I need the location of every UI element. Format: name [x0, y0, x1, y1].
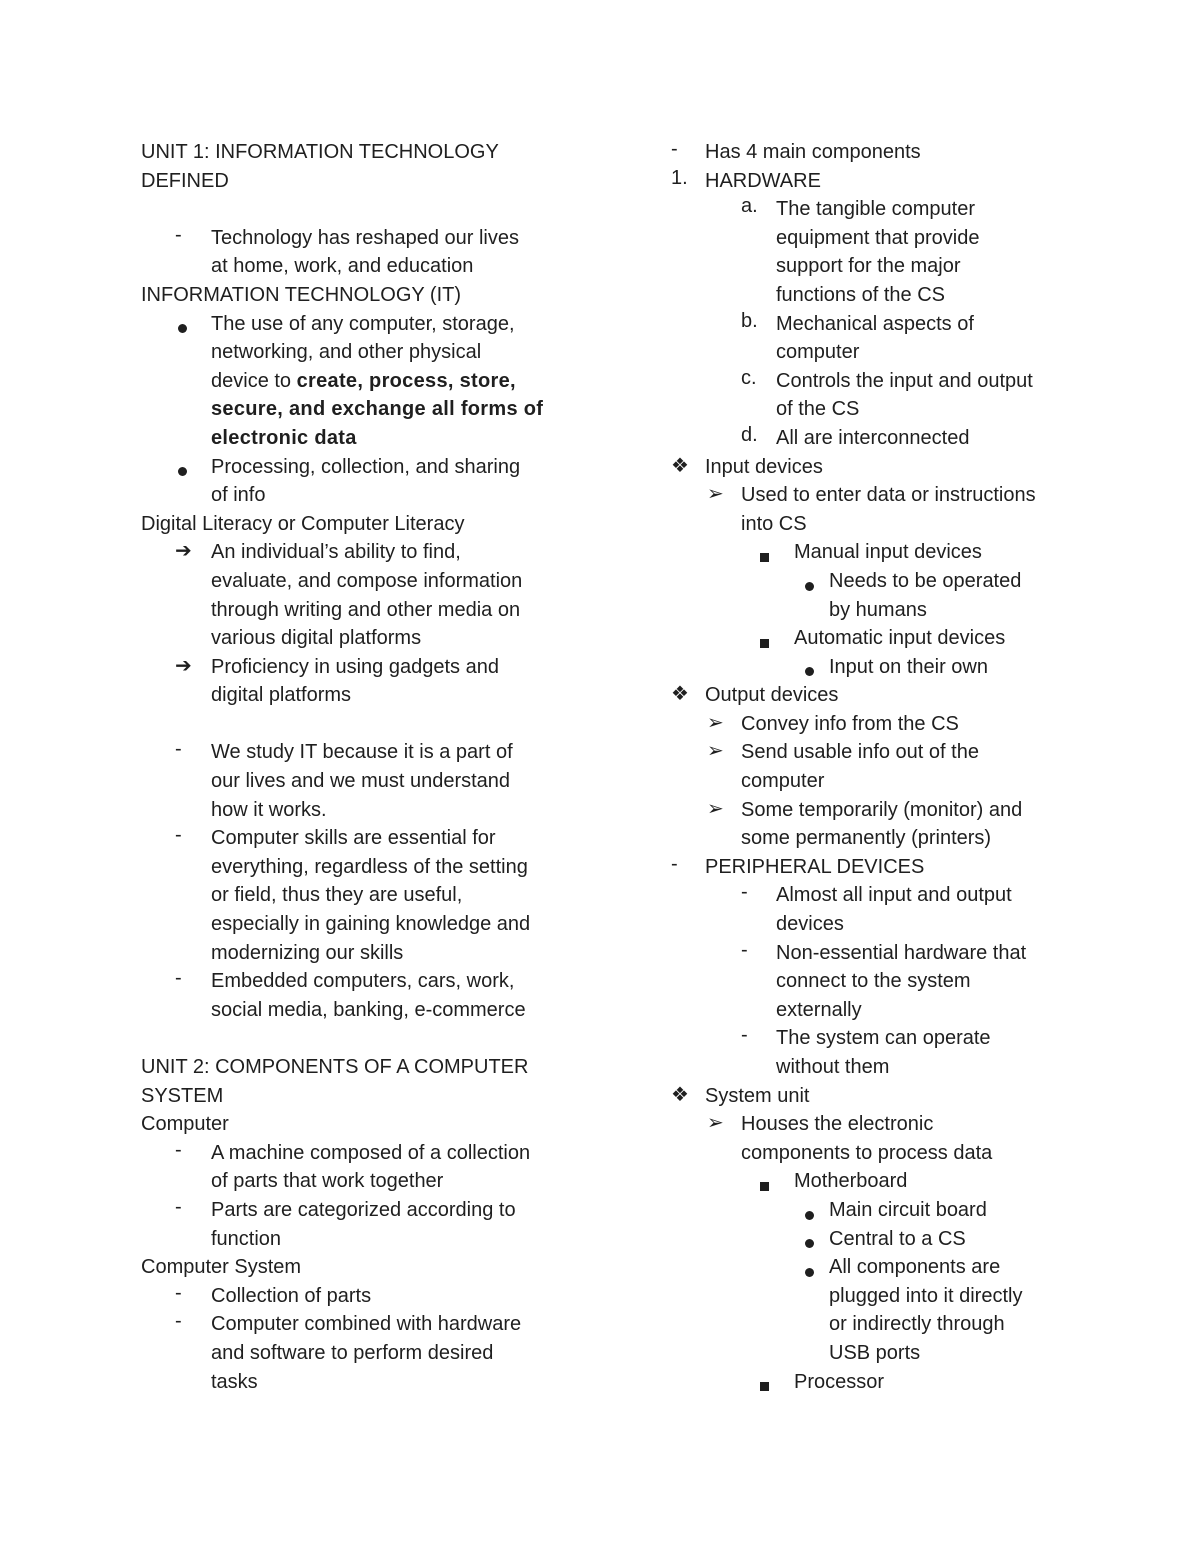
literacy-heading: Digital Literacy or Computer Literacy	[141, 512, 465, 535]
list-item-cs-2: - Computer combined with hardware and software to perform desired tasks	[175, 1310, 522, 1393]
list-item-mb-2: Central to a CS	[671, 1225, 1091, 1254]
list-item-system-desc: ➢ Houses the electronic components to process data	[707, 1112, 993, 1164]
list-item-why-2: - Computer skills are essential for everything, regardless of the setting or field, thus they are useful, especially in gaining knowledge and modernizing our skills	[175, 824, 531, 964]
unit1-title	[141, 138, 581, 195]
dash-bullet: -	[175, 1195, 182, 1218]
list-item-peripheral-3: - The system can operate without them	[741, 1024, 991, 1078]
unit1-title-line: UNIT 1: INFORMATION TECHNOLOGY	[141, 141, 499, 163]
left-column	[141, 138, 581, 1396]
letter-marker: d.	[741, 423, 758, 446]
dash-bullet: -	[741, 938, 748, 961]
list-item-mb-1: Main circuit board	[671, 1196, 1091, 1225]
dash-bullet: -	[741, 881, 748, 904]
list-item-intro: - Technology has reshaped our lives at home, work, and education	[175, 223, 519, 278]
computer-heading: Computer	[141, 1113, 229, 1136]
arrow-bullet-icon: ➔	[175, 540, 192, 563]
dash-bullet: -	[175, 738, 182, 761]
dash-bullet: -	[175, 967, 182, 990]
list-item-processor: Processor	[671, 1368, 1091, 1397]
bullet-dot-icon	[178, 319, 187, 342]
list-item-output-2: ➢ Send usable info out of the computer	[707, 740, 979, 793]
list-item-cs-1: - Collection of parts	[175, 1281, 372, 1307]
dash-bullet: -	[175, 1138, 182, 1161]
list-item-it-processing: Processing, collection, and sharing of info	[141, 453, 581, 510]
list-item-manual-desc: Needs to be operated by humans	[671, 567, 1091, 624]
number-marker: 1.	[671, 166, 688, 189]
list-item-hw-a: a. The tangible computer equipment that provide support for the major functions of the CS	[741, 195, 980, 306]
arrow-bullet-icon: ➢	[707, 740, 724, 763]
arrow-bullet-icon: ➢	[707, 483, 724, 506]
dash-bullet: -	[175, 223, 182, 246]
list-item-output-1: ➢ Convey info from the CS	[707, 711, 959, 735]
list-item-hardware: 1. HARDWARE	[671, 166, 821, 192]
dash-bullet: -	[175, 1310, 182, 1333]
dash-bullet: -	[671, 852, 678, 875]
bullet-dot-icon	[178, 462, 187, 485]
bullet-dot-icon	[805, 1262, 814, 1285]
list-item-input-devices: ❖ Input devices	[671, 454, 823, 478]
list-item-mb-3: All components are plugged into it directly or indirectly through USB ports	[671, 1253, 1091, 1367]
list-item-hw-b: b. Mechanical aspects of computer	[741, 309, 974, 364]
letter-marker: b.	[741, 309, 758, 332]
list-item-hw-c: c. Controls the input and output of the CS	[741, 366, 1033, 421]
list-item-computer-1: - A machine composed of a collection of parts that work together	[175, 1138, 531, 1193]
list-item-input-desc: ➢ Used to enter data or instructions into CS	[707, 483, 1036, 535]
list-item-manual-input: Manual input devices	[671, 538, 1091, 567]
list-item-output-devices: ❖ Output devices	[671, 683, 839, 707]
list-item-peripheral: - PERIPHERAL DEVICES	[671, 852, 925, 878]
square-bullet-icon	[760, 1377, 769, 1400]
right-column	[671, 138, 1091, 1396]
arrow-bullet-icon: ➢	[707, 1112, 724, 1135]
diamond-bullet-icon: ❖	[671, 1083, 689, 1106]
bullet-dot-icon	[805, 576, 814, 599]
letter-marker: c.	[741, 366, 757, 389]
arrow-bullet-icon: ➢	[707, 711, 724, 734]
list-item-output-3: ➢ Some temporarily (monitor) and some permanently (printers)	[707, 797, 1023, 850]
list-item-motherboard: Motherboard	[671, 1167, 1091, 1196]
dash-bullet: -	[175, 1281, 182, 1304]
dash-bullet: -	[741, 1024, 748, 1047]
dash-bullet: -	[175, 824, 182, 847]
list-item-hw-d: d. All are interconnected	[741, 423, 970, 449]
list-item-automatic-desc: Input on their own	[671, 653, 1091, 682]
unit1-title-line: DEFINED	[141, 169, 229, 192]
it-heading: INFORMATION TECHNOLOGY (IT)	[141, 283, 462, 306]
list-item-literacy-2: ➔ Proficiency in using gadgets and digital platforms	[175, 654, 499, 707]
list-item-why-1: - We study IT because it is a part of our lives and we must understand how it works.	[175, 738, 513, 821]
list-item-literacy-1: ➔ An individual’s ability to find, evaluate, and compose information through writing and other media on various digital platforms	[175, 540, 523, 650]
list-item-computer-2: - Parts are categorized according to function	[175, 1195, 516, 1250]
list-item-main-components: - Has 4 main components	[671, 138, 921, 163]
arrow-bullet-icon: ➢	[707, 797, 724, 820]
list-item-system-unit: ❖ System unit	[671, 1083, 810, 1107]
letter-marker: a.	[741, 195, 758, 218]
list-item-peripheral-1: - Almost all input and output devices	[741, 881, 1012, 936]
diamond-bullet-icon: ❖	[671, 683, 689, 706]
unit2-title: UNIT 2: COMPONENTS OF A COMPUTER SYSTEM	[141, 1056, 529, 1107]
dash-bullet: -	[671, 138, 678, 160]
list-item-why-3: - Embedded computers, cars, work, social media, banking, e-commerce	[175, 967, 526, 1021]
list-item-automatic-input: Automatic input devices	[671, 624, 1091, 653]
list-item-it-definition: The use of any computer, storage, networking, and other physical device to create, process, store, secure, and exchange all forms of electronic data	[141, 310, 581, 453]
arrow-bullet-icon: ➔	[175, 654, 192, 677]
list-item-peripheral-2: - Non-essential hardware that connect to the system externally	[741, 938, 1027, 1021]
diamond-bullet-icon: ❖	[671, 454, 689, 477]
cs-heading: Computer System	[141, 1256, 302, 1279]
